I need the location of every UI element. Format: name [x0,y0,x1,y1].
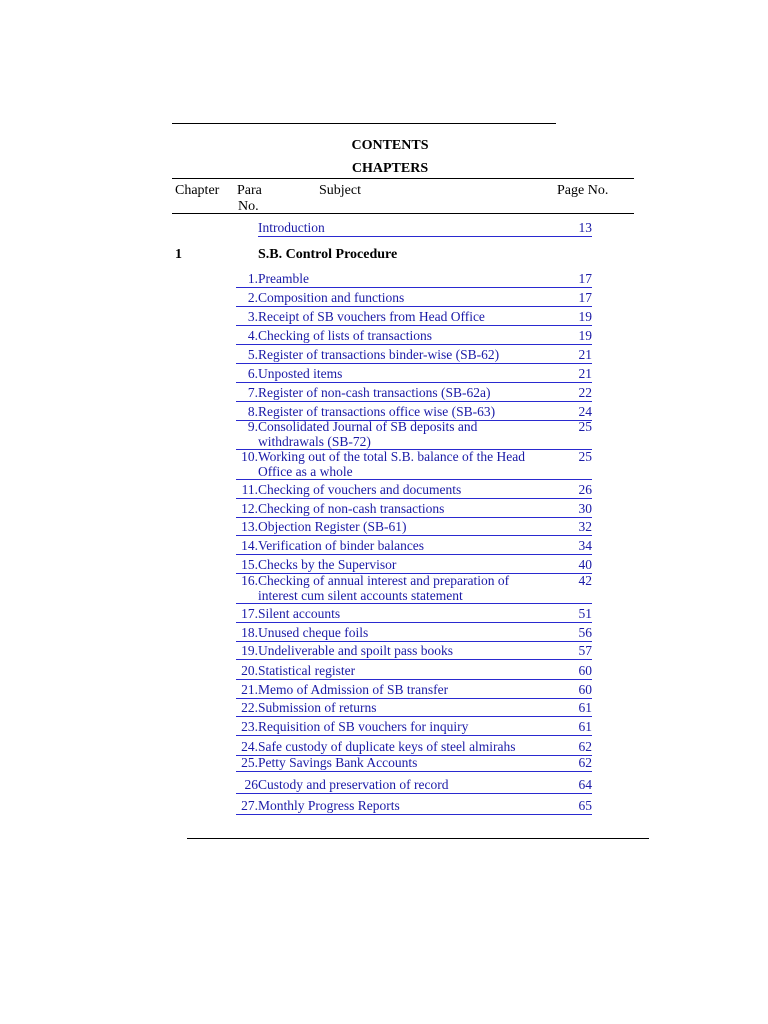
toc-entry-page: 25 [578,419,592,434]
toc-entry-number: 14. [241,538,258,553]
toc-entry-text: Register of non-cash transactions (SB-62a) [258,385,491,400]
toc-entry-text: Checking of non-cash transactions [258,501,445,516]
toc-entry[interactable] [236,520,592,536]
toc-entry-number: 7. [247,385,258,400]
toc-entry-page: 30 [578,501,592,516]
toc-entry[interactable] [236,502,592,518]
toc-entry-number: 26 [244,777,258,792]
chapter-number: 1 [175,247,182,262]
toc-entry-page: 19 [578,309,592,324]
toc-entry-number: 27. [241,798,258,813]
toc-entry[interactable] [236,450,592,480]
toc-entry-text: Receipt of SB vouchers from Head Office [258,309,485,324]
toc-entry-page: 56 [578,625,592,640]
toc-entry-page: 34 [578,538,592,553]
toc-entry-text: Statistical register [258,663,356,678]
toc-entry[interactable] [236,720,592,736]
toc-entry-number: 16. [241,573,258,588]
toc-entry-page: 19 [578,328,592,343]
toc-entry[interactable] [236,329,592,345]
toc-entry-text: Composition and functions [258,290,405,305]
toc-entry-page: 57 [578,643,592,658]
toc-entry-text: Undeliverable and spoilt pass books [258,643,453,658]
toc-entry[interactable] [236,420,592,450]
toc-entry-number: 11. [241,482,258,497]
toc-entry[interactable] [236,348,592,364]
toc-entry-number: 6. [247,366,258,381]
toc-entry[interactable] [236,683,592,699]
toc-entry-text: Verification of binder balances [258,538,425,553]
toc-entry-number: 8. [247,404,258,419]
toc-entry-text: Checking of lists of transactions [258,328,432,343]
toc-entry[interactable] [236,272,592,288]
toc-entry[interactable] [236,574,592,604]
bottom-rule [187,838,649,839]
toc-entry-number: 23. [241,719,258,734]
toc-entry-text: Working out of the total S.B. balance of the Head Office as a whole [258,449,525,479]
toc-entry-page: 21 [578,347,592,362]
toc-entry[interactable] [236,644,592,660]
toc-entry-number: 3. [247,309,258,324]
toc-entry-number: 9. [247,419,258,434]
toc-entry-number: 21. [241,682,258,697]
toc-entry-page: 17 [578,290,592,305]
col-para-header: Para [237,183,262,198]
toc-entry-page: 21 [578,366,592,381]
toc-entry[interactable] [236,386,592,402]
toc-entry-number: 18. [241,625,258,640]
toc-entry-page: 60 [578,682,592,697]
toc-entry-page: 60 [578,663,592,678]
introduction-page: 13 [578,220,592,235]
toc-entry[interactable] [236,626,592,642]
toc-entry-page: 25 [578,449,592,464]
toc-entry-text: Custody and preservation of record [258,777,449,792]
toc-entry-page: 51 [578,606,592,621]
toc-entry-number: 25. [241,755,258,770]
introduction-link[interactable] [258,221,592,237]
toc-entry-text: Safe custody of duplicate keys of steel almirahs [258,739,516,754]
toc-entry[interactable] [236,756,592,772]
toc-entry[interactable] [236,664,592,680]
toc-entry-text: Monthly Progress Reports [258,798,400,813]
toc-entry-page: 22 [578,385,592,400]
chapters-title: CHAPTERS [351,161,429,176]
toc-entry[interactable] [236,367,592,383]
toc-entry-text: Memo of Admission of SB transfer [258,682,449,697]
toc-entry-text: Preamble [258,271,309,286]
toc-entry-page: 65 [578,798,592,813]
toc-entry[interactable] [236,740,592,756]
toc-entry-text: Register of transactions binder-wise (SB-62) [258,347,500,362]
toc-entry-text: Unused cheque foils [258,625,369,640]
toc-entry[interactable] [236,539,592,555]
toc-entry[interactable] [236,607,592,623]
toc-entry[interactable] [236,483,592,499]
toc-entry-text: Petty Savings Bank Accounts [258,755,418,770]
toc-entry-page: 62 [578,739,592,754]
toc-entry-page: 40 [578,557,592,572]
toc-entry-number: 4. [247,328,258,343]
col-chapter-header: Chapter [175,183,220,198]
toc-entry-number: 13. [241,519,258,534]
toc-entry-number: 20. [241,663,258,678]
toc-entry-text: Checking of annual interest and preparation of interest cum silent accounts statement [258,573,510,603]
toc-entry[interactable] [236,778,592,794]
col-page-header: Page No. [557,183,609,198]
top-rule [172,123,556,124]
toc-entry-text: Silent accounts [258,606,341,621]
toc-entry[interactable] [236,310,592,326]
toc-entry-text: Submission of returns [258,700,377,715]
toc-entry-text: Checks by the Supervisor [258,557,397,572]
toc-entry-page: 61 [578,719,592,734]
toc-entry-text: Unposted items [258,366,343,381]
toc-entry-number: 19. [241,643,258,658]
toc-entry-page: 24 [578,404,592,419]
toc-entry[interactable] [236,291,592,307]
toc-entry-number: 17. [241,606,258,621]
toc-entry-number: 24. [241,739,258,754]
toc-entry-page: 61 [578,700,592,715]
toc-entry-text: Objection Register (SB-61) [258,519,407,534]
toc-entry-number: 15. [241,557,258,572]
contents-title: CONTENTS [351,138,429,153]
toc-entry-number: 10. [241,449,258,464]
toc-entry-number: 5. [247,347,258,362]
toc-entry-number: 12. [241,501,258,516]
toc-entry-text: Register of transactions office wise (SB-63) [258,404,496,419]
col-para-no-header: No. [238,199,259,214]
toc-entry-number: 2. [247,290,258,305]
toc-entry-number: 22. [241,700,258,715]
toc-entry-page: 17 [578,271,592,286]
col-subject-header: Subject [319,183,361,198]
toc-entry-page: 42 [578,573,592,588]
toc-entry-text: Checking of vouchers and documents [258,482,462,497]
toc-entry-number: 1. [247,271,258,286]
toc-entry[interactable] [236,701,592,717]
toc-entry-page: 64 [578,777,592,792]
toc-entry-page: 62 [578,755,592,770]
toc-entry-page: 32 [578,519,592,534]
toc-entry-text: Requisition of SB vouchers for inquiry [258,719,469,734]
chapter-title: S.B. Control Procedure [258,247,398,262]
toc-entry[interactable] [236,799,592,815]
toc-entry-text: Consolidated Journal of SB deposits and withdrawals (SB-72) [258,419,478,449]
header-top-rule [172,178,634,179]
introduction-label: Introduction [258,220,325,235]
toc-entry-page: 26 [578,482,592,497]
toc-entry[interactable] [236,558,592,574]
